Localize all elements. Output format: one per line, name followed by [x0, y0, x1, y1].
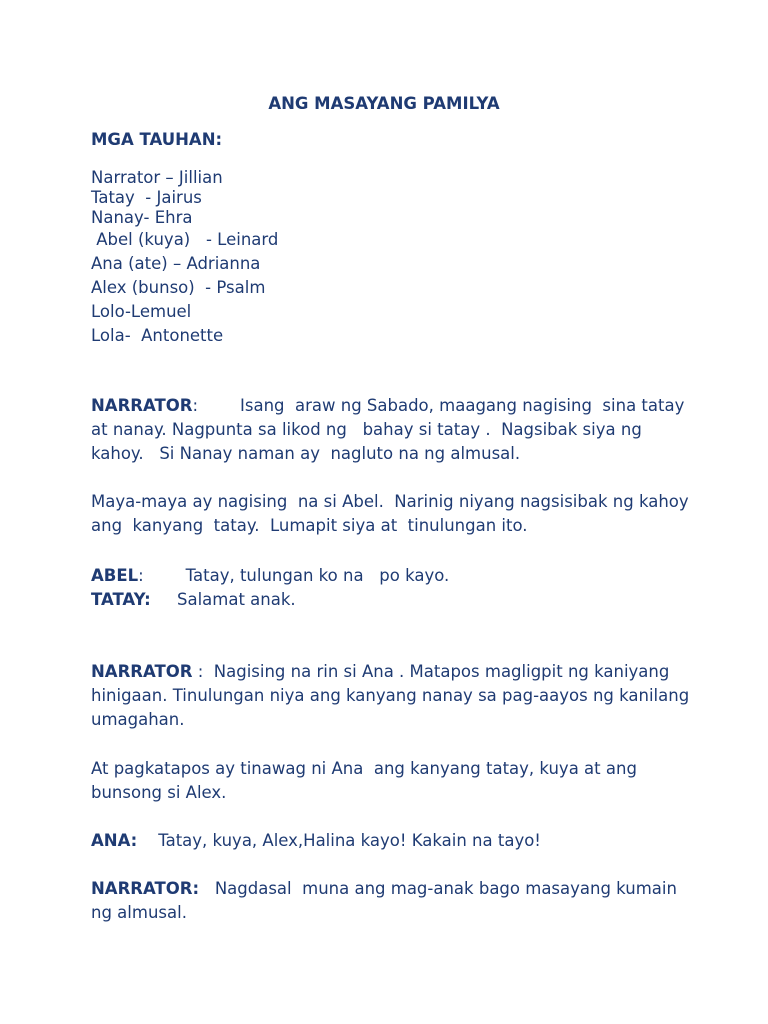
cast-item: Ana (ate) – Adrianna: [91, 254, 261, 273]
dialogue-text: Nagising na rin si Ana . Matapos magligpit ng kaniyang hinigaan. Tinulungan niya ang kanyang nanay sa pag-aayos ng kanilang umagahan.: [91, 662, 695, 729]
dialogue-paragraph: [91, 877, 691, 925]
cast-list: [91, 168, 278, 350]
separator: :: [192, 662, 214, 681]
separator: [137, 831, 158, 850]
separator: :: [138, 566, 186, 585]
narration-paragraph: At pagkatapos ay tinawag ni Ana ang kanyang tatay, kuya at ang bunsong si Alex.: [91, 759, 643, 802]
dialogue-text: Tatay, kuya, Alex,Halina kayo! Kakain na tayo!: [158, 831, 541, 850]
cast-item: Alex (bunso) - Psalm: [91, 278, 266, 297]
speaker-label: NARRATOR: [91, 662, 193, 681]
cast-item: Lola- Antonette: [91, 326, 224, 345]
cast-item: Nanay- Ehra: [91, 208, 193, 227]
dialogue-text: Isang araw ng Sabado, maagang nagising sina tatay at nanay. Nagpunta sa likod ng bahay si tatay . Nagsibak siya ng kahoy. Si Nanay naman ay nagluto na ng almusal.: [91, 396, 690, 463]
cast-item: Tatay - Jairus: [91, 188, 202, 207]
separator: [151, 590, 177, 609]
dialogue-line: [91, 564, 691, 588]
narration-paragraph: Maya-maya ay nagising na si Abel. Narinig niyang nagsisibak ng kahoy ang kanyang tatay. Lumapit siya at tinulungan ito.: [91, 492, 700, 535]
cast-item: Abel (kuya) - Leinard: [91, 230, 279, 249]
dialogue-line: [91, 588, 691, 612]
speaker-label: ABEL: [91, 566, 139, 585]
cast-item: Narrator – Jillian: [91, 168, 223, 187]
speaker-label: NARRATOR:: [91, 879, 200, 898]
dialogue-line: [91, 829, 691, 853]
document-title: ANG MASAYANG PAMILYA: [268, 94, 500, 113]
dialogue-paragraph: [91, 660, 695, 732]
speaker-label: NARRATOR: [91, 396, 193, 415]
separator: :: [192, 396, 240, 415]
dialogue-text: Nagdasal muna ang mag-anak bago masayang kumain ng almusal.: [91, 879, 688, 922]
speaker-label: ANA:: [91, 831, 138, 850]
dialogue-paragraph: [91, 394, 691, 466]
separator: [199, 879, 215, 898]
cast-item: Lolo-Lemuel: [91, 302, 192, 321]
dialogue-text: Tatay, tulungan ko na po kayo.: [185, 566, 450, 585]
cast-heading: MGA TAUHAN:: [91, 130, 223, 149]
dialogue-text: Salamat anak.: [176, 590, 296, 609]
speaker-label: TATAY:: [91, 590, 151, 609]
